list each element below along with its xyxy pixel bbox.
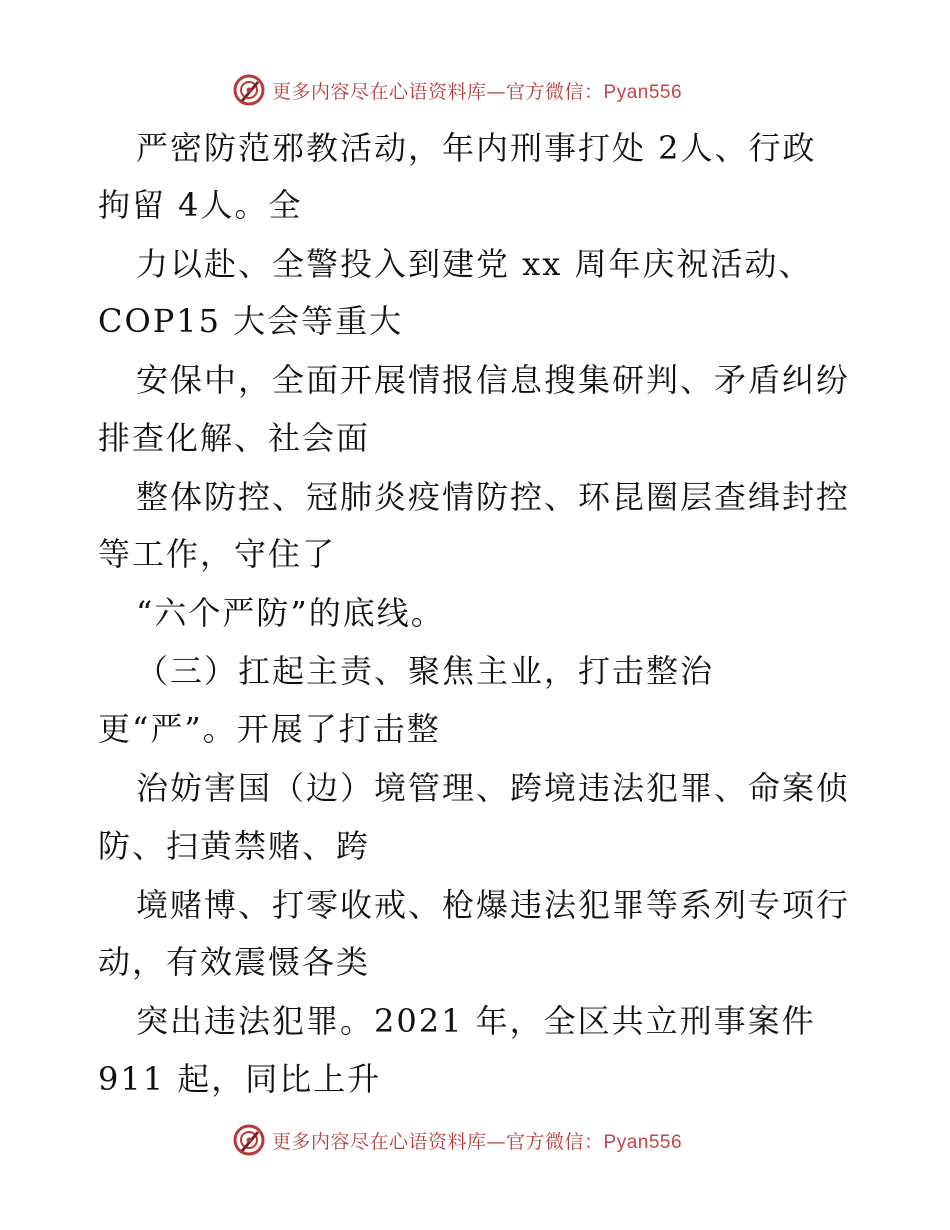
text-line: COP15 大会等重大 (98, 302, 404, 340)
text-line: 动，有效震慑各类 (98, 943, 371, 981)
text-line: “六个严防”的底线。 (136, 594, 445, 632)
text-line: 治妨害国（边）境管理、跨境违法犯罪、命案侦 (136, 769, 851, 807)
text-line: 力以赴、全警投入到建党 xx 周年庆祝活动、 (136, 245, 813, 283)
text-line: 排查化解、社会面 (98, 419, 371, 457)
text-line: 防、扫黄禁赌、跨 (98, 827, 371, 865)
text-line: 突出违法犯罪。2021 年，全区共立刑事案件 (136, 1002, 816, 1040)
text-line: 整体防控、冠肺炎疫情防控、环昆圈层查缉封控 (136, 478, 851, 516)
text-line: 安保中，全面开展情报信息搜集研判、矛盾纠纷 (136, 361, 851, 399)
footer-banner-text (272, 1127, 682, 1154)
footer-wechat-id: Pyan556 (603, 1131, 683, 1153)
text-line: 911 起，同比上升 (98, 1060, 382, 1098)
header-banner-label: 更多内容尽在心语资料库—官方微信： (272, 80, 604, 103)
text-line: 严密防范邪教活动，年内刑事打处 2人、行政 (136, 129, 817, 167)
footer-banner-label: 更多内容尽在心语资料库—官方微信： (272, 1130, 604, 1153)
header-wechat-id: Pyan556 (603, 81, 683, 103)
footer-banner (232, 1120, 732, 1160)
text-line: 拘留 4人。全 (98, 186, 303, 224)
text-line: 等工作，守住了 (98, 535, 337, 573)
text-line: 更“严”。开展了打击整 (98, 710, 441, 748)
brand-logo-icon (232, 1123, 266, 1157)
text-line: 境赌博、打零收戒、枪爆违法犯罪等系列专项行 (136, 886, 851, 924)
text-line: （三）扛起主责、聚焦主业，打击整治 (136, 652, 715, 690)
